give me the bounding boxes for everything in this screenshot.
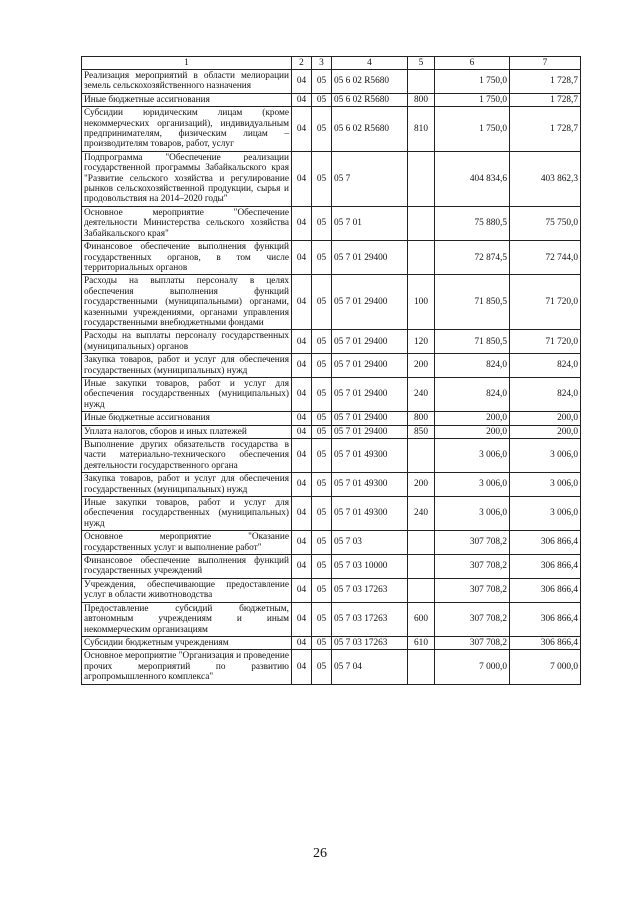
row-name: Иные бюджетные ассигнования (82, 93, 292, 106)
row-amount-first-year: 71 850,5 (435, 330, 510, 354)
row-target-article: 05 7 01 29400 (332, 354, 408, 378)
row-amount-first-year: 307 708,2 (435, 636, 510, 649)
header-col-7: 7 (510, 57, 581, 70)
row-amount-first-year: 200,0 (435, 425, 510, 438)
row-expense-type: 800 (408, 93, 435, 106)
row-section: 04 (292, 107, 312, 152)
row-amount-first-year: 307 708,2 (435, 578, 510, 602)
row-name: Финансовое обеспечение выполнения функций государственных органов, в том числе территориальных органов (82, 241, 292, 275)
row-amount-first-year: 307 708,2 (435, 555, 510, 579)
row-expense-type: 240 (408, 377, 435, 411)
row-section: 04 (292, 330, 312, 354)
row-amount-first-year: 404 834,6 (435, 151, 510, 206)
row-name: Предоставление субсидий бюджетным, автономным учреждениям и иным некоммерческим организациям (82, 602, 292, 636)
row-expense-type (408, 206, 435, 240)
row-target-article: 05 7 01 29400 (332, 330, 408, 354)
row-name: Расходы на выплаты персоналу в целях обеспечения выполнения функций государственными (муниципальными) органами, казенными учреждениями, органами управления государственными внебюджетными фондами (82, 275, 292, 330)
table-row (82, 107, 581, 152)
row-subsection: 05 (312, 473, 332, 497)
row-section: 04 (292, 241, 312, 275)
table-row (82, 497, 581, 531)
row-name: Субсидии бюджетным учреждениям (82, 636, 292, 649)
row-amount-second-year: 306 866,4 (510, 531, 581, 555)
row-amount-first-year: 307 708,2 (435, 531, 510, 555)
row-amount-second-year: 1 728,7 (510, 107, 581, 152)
row-name: Основное мероприятие "Обеспечение деятельности Министерства сельского хозяйства Забайкальского края" (82, 206, 292, 240)
row-amount-second-year: 306 866,4 (510, 555, 581, 579)
row-name: Иные закупки товаров, работ и услуг для обеспечения государственных (муниципальных) нужд (82, 497, 292, 531)
row-name: Основное мероприятие "Оказание государственных услуг и выполнение работ" (82, 531, 292, 555)
row-subsection: 05 (312, 412, 332, 425)
row-expense-type: 850 (408, 425, 435, 438)
row-section: 04 (292, 650, 312, 684)
row-target-article: 05 7 03 17263 (332, 578, 408, 602)
row-target-article: 05 7 01 (332, 206, 408, 240)
row-section: 04 (292, 93, 312, 106)
row-section: 04 (292, 151, 312, 206)
row-expense-type: 200 (408, 473, 435, 497)
row-name: Закупка товаров, работ и услуг для обеспечения государственных (муниципальных) нужд (82, 354, 292, 378)
row-name: Выполнение других обязательств государства в части материально-технического обеспечения деятельности государственного органа (82, 439, 292, 473)
row-amount-second-year: 306 866,4 (510, 602, 581, 636)
row-subsection: 05 (312, 93, 332, 106)
row-amount-second-year: 200,0 (510, 425, 581, 438)
row-subsection: 05 (312, 497, 332, 531)
row-expense-type: 120 (408, 330, 435, 354)
row-target-article: 05 7 03 (332, 531, 408, 555)
row-section: 04 (292, 578, 312, 602)
row-name: Основное мероприятие "Организация и проведение прочих мероприятий по развитию агропромышленного комплекса" (82, 650, 292, 684)
row-amount-first-year: 1 750,0 (435, 70, 510, 94)
row-section: 04 (292, 602, 312, 636)
row-section: 04 (292, 531, 312, 555)
table-row (82, 206, 581, 240)
row-section: 04 (292, 377, 312, 411)
table-row (82, 241, 581, 275)
row-amount-first-year: 1 750,0 (435, 93, 510, 106)
row-subsection: 05 (312, 439, 332, 473)
table-row (82, 636, 581, 649)
table-row (82, 93, 581, 106)
row-amount-second-year: 824,0 (510, 377, 581, 411)
row-expense-type: 810 (408, 107, 435, 152)
row-expense-type: 240 (408, 497, 435, 531)
row-subsection: 05 (312, 70, 332, 94)
row-name: Закупка товаров, работ и услуг для обеспечения государственных (муниципальных) нужд (82, 473, 292, 497)
row-target-article: 05 7 03 17263 (332, 636, 408, 649)
table-row (82, 330, 581, 354)
row-section: 04 (292, 275, 312, 330)
row-name: Иные бюджетные ассигнования (82, 412, 292, 425)
row-subsection: 05 (312, 555, 332, 579)
row-amount-second-year: 306 866,4 (510, 578, 581, 602)
row-target-article: 05 7 (332, 151, 408, 206)
row-target-article: 05 7 01 29400 (332, 377, 408, 411)
row-section: 04 (292, 555, 312, 579)
row-amount-first-year: 3 006,0 (435, 439, 510, 473)
row-amount-second-year: 403 862,3 (510, 151, 581, 206)
row-expense-type (408, 439, 435, 473)
row-subsection: 05 (312, 650, 332, 684)
row-amount-second-year: 1 728,7 (510, 93, 581, 106)
table-row (82, 439, 581, 473)
row-section: 04 (292, 206, 312, 240)
row-expense-type: 200 (408, 354, 435, 378)
row-expense-type: 100 (408, 275, 435, 330)
table-row (82, 354, 581, 378)
row-section: 04 (292, 425, 312, 438)
table-row (82, 650, 581, 684)
row-target-article: 05 7 01 49300 (332, 439, 408, 473)
row-amount-second-year: 1 728,7 (510, 70, 581, 94)
row-target-article: 05 6 02 R5680 (332, 70, 408, 94)
table-row (82, 531, 581, 555)
row-section: 04 (292, 636, 312, 649)
header-row (82, 57, 581, 70)
row-expense-type (408, 650, 435, 684)
header-col-3: 3 (312, 57, 332, 70)
table-row (82, 412, 581, 425)
row-amount-first-year: 824,0 (435, 377, 510, 411)
row-amount-first-year: 72 874,5 (435, 241, 510, 275)
row-subsection: 05 (312, 636, 332, 649)
row-subsection: 05 (312, 330, 332, 354)
row-subsection: 05 (312, 354, 332, 378)
row-amount-first-year: 7 000,0 (435, 650, 510, 684)
row-subsection: 05 (312, 602, 332, 636)
row-amount-first-year: 307 708,2 (435, 602, 510, 636)
row-name: Уплата налогов, сборов и иных платежей (82, 425, 292, 438)
row-amount-first-year: 75 880,5 (435, 206, 510, 240)
row-subsection: 05 (312, 241, 332, 275)
row-expense-type (408, 555, 435, 579)
row-section: 04 (292, 70, 312, 94)
row-expense-type (408, 531, 435, 555)
row-name: Финансовое обеспечение выполнения функций государственных учреждений (82, 555, 292, 579)
row-expense-type (408, 578, 435, 602)
row-amount-first-year: 1 750,0 (435, 107, 510, 152)
row-amount-first-year: 3 006,0 (435, 473, 510, 497)
row-target-article: 05 6 02 R5680 (332, 107, 408, 152)
row-amount-second-year: 75 750,0 (510, 206, 581, 240)
row-name: Субсидии юридическим лицам (кроме некоммерческих организаций), индивидуальным предпринимателям, физическим лицам – производителям товаров, работ, услуг (82, 107, 292, 152)
row-subsection: 05 (312, 206, 332, 240)
row-section: 04 (292, 439, 312, 473)
row-section: 04 (292, 354, 312, 378)
row-expense-type: 800 (408, 412, 435, 425)
table-row (82, 425, 581, 438)
row-expense-type: 610 (408, 636, 435, 649)
row-amount-second-year: 72 744,0 (510, 241, 581, 275)
header-col-5: 5 (408, 57, 435, 70)
row-subsection: 05 (312, 578, 332, 602)
row-target-article: 05 6 02 R5680 (332, 93, 408, 106)
table-body (82, 70, 581, 685)
row-subsection: 05 (312, 151, 332, 206)
table-row (82, 377, 581, 411)
table-row (82, 151, 581, 206)
budget-table (81, 56, 581, 685)
row-name: Учреждения, обеспечивающие предоставление услуг в области животноводства (82, 578, 292, 602)
row-section: 04 (292, 473, 312, 497)
row-target-article: 05 7 03 17263 (332, 602, 408, 636)
row-amount-second-year: 3 006,0 (510, 497, 581, 531)
row-subsection: 05 (312, 377, 332, 411)
row-expense-type (408, 241, 435, 275)
row-name: Реализация мероприятий в области мелиорации земель сельскохозяйственного назначения (82, 70, 292, 94)
page-number: 26 (313, 846, 327, 861)
row-subsection: 05 (312, 531, 332, 555)
row-amount-first-year: 200,0 (435, 412, 510, 425)
row-subsection: 05 (312, 107, 332, 152)
row-amount-second-year: 3 006,0 (510, 439, 581, 473)
table-row (82, 555, 581, 579)
header-col-2: 2 (292, 57, 312, 70)
row-target-article: 05 7 01 49300 (332, 497, 408, 531)
table-row (82, 70, 581, 94)
row-target-article: 05 7 01 49300 (332, 473, 408, 497)
table-row (82, 473, 581, 497)
header-col-6: 6 (435, 57, 510, 70)
header-col-4: 4 (332, 57, 408, 70)
row-target-article: 05 7 03 10000 (332, 555, 408, 579)
row-amount-first-year: 824,0 (435, 354, 510, 378)
row-amount-second-year: 306 866,4 (510, 636, 581, 649)
row-amount-second-year: 824,0 (510, 354, 581, 378)
row-expense-type (408, 70, 435, 94)
row-name: Подпрограмма "Обеспечение реализации государственной программы Забайкальского края "Развитие сельского хозяйства и регулирование рынков сельскохозяйственной продукции, сырья и продовольствия на 2014–2020 годы" (82, 151, 292, 206)
table-row (82, 275, 581, 330)
header-col-1: 1 (82, 57, 292, 70)
row-target-article: 05 7 01 29400 (332, 412, 408, 425)
row-target-article: 05 7 01 29400 (332, 241, 408, 275)
row-section: 04 (292, 412, 312, 425)
row-amount-second-year: 7 000,0 (510, 650, 581, 684)
row-amount-first-year: 71 850,5 (435, 275, 510, 330)
row-target-article: 05 7 01 29400 (332, 275, 408, 330)
row-section: 04 (292, 497, 312, 531)
row-amount-second-year: 3 006,0 (510, 473, 581, 497)
row-amount-second-year: 200,0 (510, 412, 581, 425)
row-expense-type: 600 (408, 602, 435, 636)
row-expense-type (408, 151, 435, 206)
row-target-article: 05 7 01 29400 (332, 425, 408, 438)
row-subsection: 05 (312, 275, 332, 330)
table-row (82, 578, 581, 602)
row-name: Иные закупки товаров, работ и услуг для обеспечения государственных (муниципальных) нужд (82, 377, 292, 411)
row-amount-second-year: 71 720,0 (510, 275, 581, 330)
row-target-article: 05 7 04 (332, 650, 408, 684)
table-row (82, 602, 581, 636)
row-subsection: 05 (312, 425, 332, 438)
row-amount-first-year: 3 006,0 (435, 497, 510, 531)
row-amount-second-year: 71 720,0 (510, 330, 581, 354)
row-name: Расходы на выплаты персоналу государственных (муниципальных) органов (82, 330, 292, 354)
